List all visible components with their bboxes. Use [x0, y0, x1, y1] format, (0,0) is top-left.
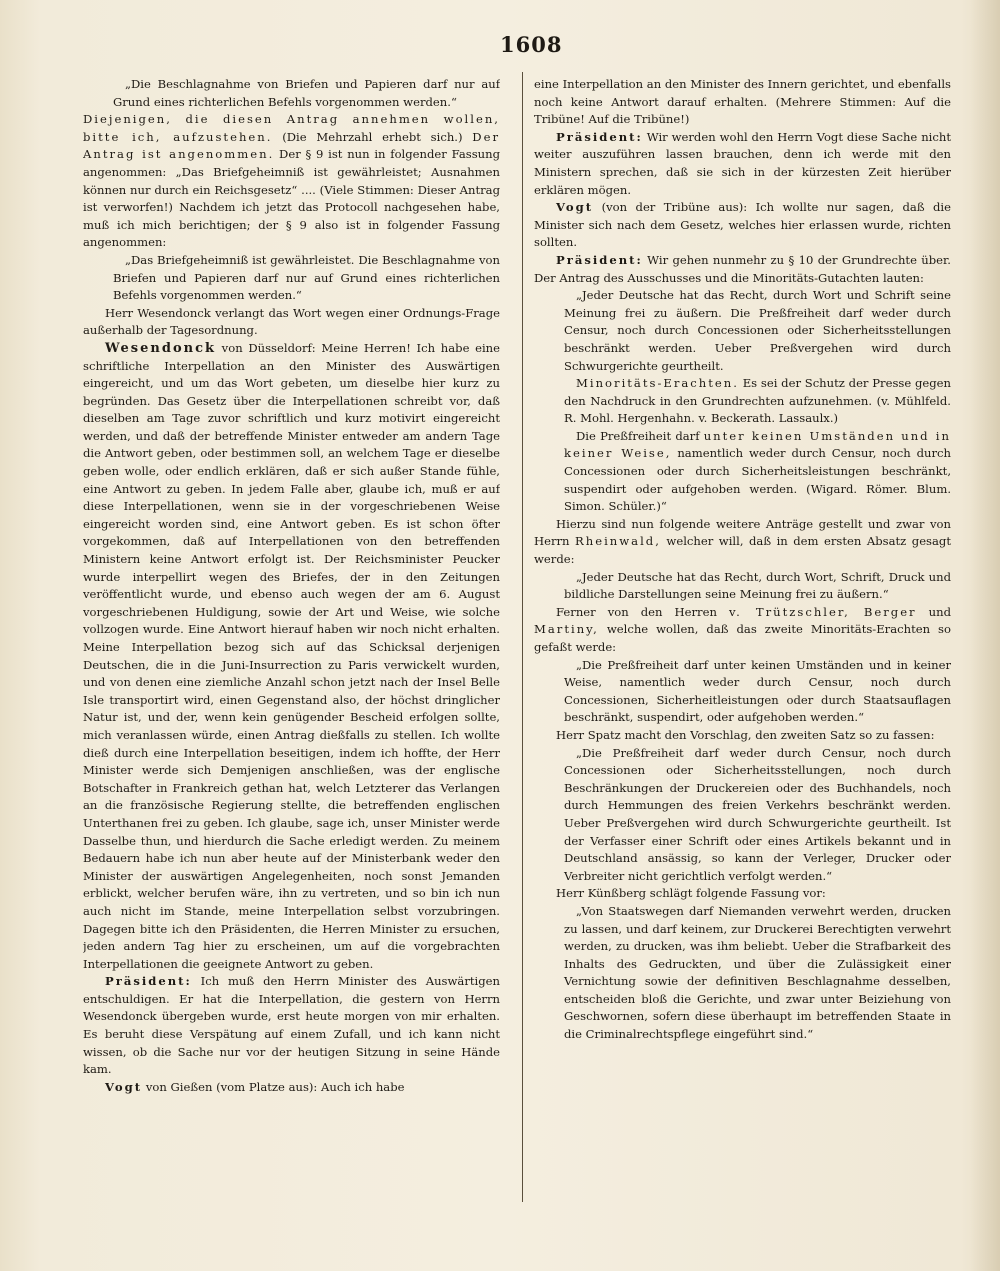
spaced-text: Rheinwald, [575, 534, 661, 549]
text-run: Der § 9 ist nun in folgender Fassung angenommen: „Das Briefgeheimniß ist gewährleistet; Ausnahmen können nur durch ein Reichsgesetz“ .... (Viele Stimmen: Dieser Antrag ist verworfen!) Nachdem ich jetzt das Protocoll nachgesehen habe, muß ich mich berichtigen; der § 9 also ist in folgender Fassung angenommen: [83, 147, 500, 250]
page-edge-shadow [970, 0, 1000, 1271]
page-number: 1608 [500, 32, 563, 57]
quote-paragraph: „Die Preßfreiheit darf unter keinen Umständen und in keiner Weise, namentlich weder durch Censur, noch durch Concessionen, Sicherheitleistungen oder durch Staatsauflagen beschränkt, suspendirt, oder aufgehoben werden.“ [564, 657, 951, 725]
speech-paragraph [83, 1079, 500, 1097]
speaker-name: Präsident: [556, 252, 643, 267]
vote-paragraph [83, 111, 500, 252]
paragraph: Herr Wesendonck verlangt das Wort wegen einer Ordnungs-Frage außerhalb der Tagesordnung. [83, 305, 500, 338]
text-run: Hierzu sind nun folgende weitere Anträge gestellt und zwar von Herrn [534, 516, 951, 549]
text-run: welche wollen, daß das zweite Minoritäts-Erachten so gefaßt werde: [534, 622, 951, 654]
quote-paragraph: „Von Staatswegen darf Niemanden verwehrt werden, drucken zu lassen, und darf keinem, zur Druckerei Berechtigten verwehrt werden, zu drucken, was ihm beliebt. Ueber die Strafbarkeit des Inhalts des Gedruckten, und über die Zulässigkeit einer Vernichtung sowie der definitiven Beschlagnahme desselben, entscheiden bloß die Gerichte, und zwar unter Beiziehung von Geschwornen, sofern diese überhaupt im betreffenden Staate in die Criminalrechtspflege eingeführt sind.“ [564, 903, 951, 1042]
text-run: welcher will, daß in dem ersten Absatz gesagt werde: [534, 534, 951, 567]
quote-paragraph [534, 428, 951, 516]
quote-paragraph: „Die Beschlagnahme von Briefen und Papieren darf nur auf Grund eines richterlichen Befehls vorgenommen werden.“ [113, 77, 500, 109]
speech-text: von Düsseldorf: Meine Herren! Ich habe eine schriftliche Interpellation an den Minister des Auswärtigen eingereicht, und um das Wort gebeten, um dieselbe hier kurz zu begründen. Das Gesetz über die Interpellationen schreibt vor, daß dieselben am Tage zuvor schriftlich und kurz motivirt eingereicht werden, und daß der betreffende Minister entweder am andern Tage die Antwort geben, oder bestimmen soll, an welchem Tage er dieselbe geben wolle, oder endlich erklären, daß er sich außer Stande fühle, eine Antwort zu geben. In jedem Falle aber, glaube ich, muß er auf diese Interpellationen, wenn sie in der vorgeschriebenen Weise eingereicht worden sind, eine Antwort geben. Es ist schon öfter vorgekommen, daß auf Interpellationen von den betreffenden Ministern keine Antwort erfolgt ist. Der Reichsminister Peucker wurde interpellirt wegen des Briefes, der in den Zeitungen veröffentlicht wurde, und ebenso auch wegen der am 6. August vorgeschriebenen Huldigung, sowie der Art und Weise, wie solche vollzogen wurde. Eine Antwort hierauf haben wir noch nicht erhalten. Meine Interpellation bezog sich auf das Schicksal derjenigen Deutschen, die in die Juni-Insurrection zu Paris verwickelt wurden, und von denen eine ziemliche Anzahl schon jetzt nach der Insel Belle Isle transportirt wird, einen Gegenstand also, der höchst dringlicher Natur ist, und der, wenn kein genügender Bescheid erfolgen sollte, mich veranlassen würde, einen Antrag dießfalls zu stellen. Ich wollte dieß durch eine Interpellation beseitigen, indem ich hoffte, der Herr Minister werde sich Demjenigen anschließen, was der englische Botschafter in Frankreich gethan hat, welch Letzterer das Verlangen an die französische Regierung stellte, die betreffenden englischen Unterthanen frei zu geben. Ich glaube, sage ich, unser Minister werde Dasselbe thun, und hierdurch die Sache erledigt werden. Zu meinem Bedauern habe ich nun aber heute auf der Ministerbank weder den Minister der auswärtigen Angelegenheiten, noch sonst Jemanden erblickt, welcher berufen wäre, ihn zu vertreten, und so bin ich nun auch nicht im Stande, meine Interpellation selbst vorzubringen. Dagegen bitte ich den Präsidenten, die Herren Minister zu ersuchen, jeden andern Tag hier zu erscheinen, um auf die vorgebrachten Interpellationen die geeignete Antwort zu geben. [83, 340, 500, 971]
spaced-text: unter keinen Umständen und in keiner Weise, [564, 428, 951, 461]
minority-opinion [534, 375, 951, 428]
speech-text: von Gießen (vom Platze aus): Auch ich habe [142, 1079, 405, 1094]
spaced-text: Minoritäts-Erachten. [576, 376, 739, 391]
paragraph: Herr Spatz macht den Vorschlag, den zweiten Satz so zu fassen: [556, 727, 935, 742]
left-column [83, 76, 500, 1211]
speaker-name: Präsident: [556, 129, 643, 144]
quote-paragraph: „Jeder Deutsche hat das Recht, durch Wort und Schrift seine Meinung frei zu äußern. Die Preßfreiheit darf weder durch Censur, noch durch Concessionen oder Sicherheitsstellungen beschränkt werden. Ueber Preßvergehen wird durch Schwurgerichte geurtheilt. [564, 288, 951, 373]
speech-paragraph [534, 129, 951, 199]
speech-text: Wir gehen nunmehr zu § 10 der Grundrechte über. Der Antrag des Ausschusses und die Minoritäts-Gutachten lauten: [534, 252, 951, 285]
spaced-text: Diejenigen, die diesen Antrag annehmen wollen, bitte ich, aufzustehen. [83, 112, 500, 144]
speech-text: (von der Tribüne aus): Ich wollte nur sagen, daß die Minister sich nach dem Gesetz, welches hier erlassen wurde, richten sollten. [534, 200, 951, 250]
speaker-name: Vogt [556, 200, 594, 215]
speech-paragraph [534, 252, 951, 287]
paragraph [534, 604, 951, 657]
paragraph [534, 516, 951, 569]
spaced-text: Martiny, [534, 622, 599, 637]
speech-paragraph [83, 973, 500, 1079]
speaker-name: Vogt [105, 1079, 143, 1094]
speech-paragraph [83, 340, 500, 973]
text-run: Es sei der Schutz der Presse gegen den Nachdruck in den Grundrechten aufzunehmen. (v. Mühlfeld. R. Mohl. Hergenhahn. v. Beckerath. Lassaulx.) [564, 376, 951, 426]
text-run: (Die Mehrzahl erhebt sich.) [272, 129, 473, 144]
speaker-name: Präsident: [105, 974, 192, 989]
quote-paragraph: „Das Briefgeheimniß ist gewährleistet. Die Beschlagnahme von Briefen und Papieren darf nur auf Grund eines richterlichen Befehls vorgenommen werden.“ [113, 252, 500, 303]
speech-paragraph [534, 199, 951, 252]
speaker-name: Wesendonck [105, 340, 216, 356]
spaced-text: v. Trützschler, Berger [728, 604, 917, 619]
paragraph: eine Interpellation an den Minister des Innern gerichtet, und ebenfalls noch keine Antwort darauf erhalten. (Mehrere Stimmen: Auf die Tribüne! Auf die Tribüne!) [534, 77, 951, 127]
column-divider [522, 72, 523, 1202]
text-run: Die Preßfreiheit darf [576, 428, 704, 443]
paragraph: Herr Künßberg schlägt folgende Fassung vor: [556, 886, 826, 901]
text-run: und [916, 604, 951, 619]
quote-paragraph: „Die Preßfreiheit darf weder durch Censur, noch durch Concessionen oder Sicherheitsstellungen, noch durch Beschränkungen der Druckereien oder des Buchhandels, noch durch Hemmungen des freien Verkehrs beschränkt werden. Ueber Preßvergehen wird durch Schwurgerichte geurtheilt. Ist der Verfasser einer Schrift oder eines Artikels bekannt und in Deutschland ansässig, so kann der Verleger, Drucker oder Verbreiter nicht gerichtlich verfolgt werden.“ [564, 745, 951, 883]
speech-text: Wir werden wohl den Herrn Vogt diese Sache nicht weiter auszuführen lassen brauchen, denn ich werde mit den Ministern sprechen, daß sie sich in der kürzesten Zeit hierüber erklären mögen. [534, 129, 951, 197]
text-run: namentlich weder durch Censur, noch durch Concessionen oder durch Sicherheitsleistungen beschränkt, suspendirt oder aufgehoben werden. (Wigard. Römer. Blum. Simon. Schüler.)“ [564, 446, 951, 514]
quote-paragraph: „Jeder Deutsche hat das Recht, durch Wort, Schrift, Druck und bildliche Darstellungen seine Meinung frei zu äußern.“ [564, 569, 951, 602]
right-column [534, 76, 951, 1211]
spaced-text: Der Antrag ist angenommen. [83, 129, 500, 162]
text-run: Ferner von den Herren [556, 604, 729, 619]
speech-text: Ich muß den Herrn Minister des Auswärtigen entschuldigen. Er hat die Interpellation, die gestern von Herrn Wesendonck übergeben wurde, erst heute morgen von mir erhalten. Es beruht diese Verspätung auf einem Zufall, und ich kann nicht wissen, ob die Sache nur vor der heutigen Sitzung in seine Hände kam. [83, 974, 500, 1077]
